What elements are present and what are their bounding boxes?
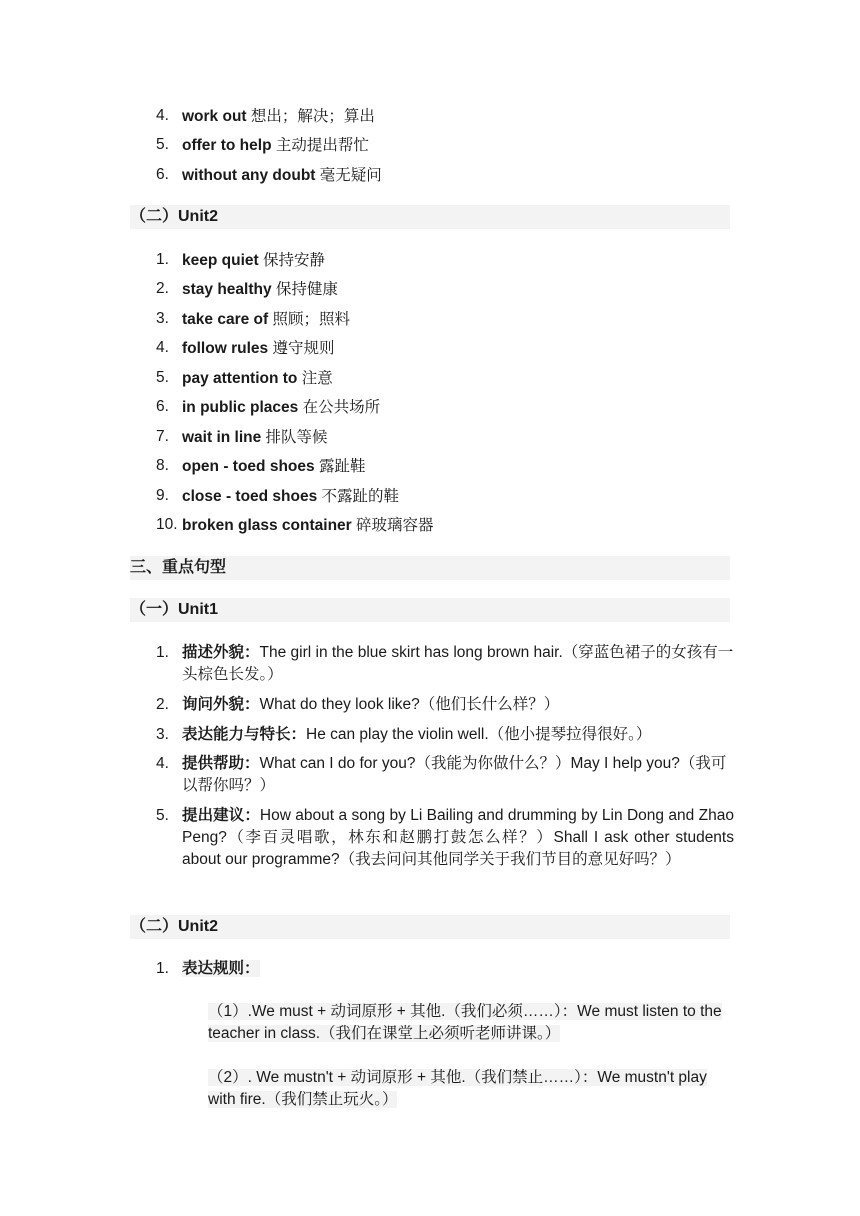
unit2-sentences-heading: （二）Unit2 (130, 918, 219, 935)
section-heading: 三、重点句型 (130, 559, 227, 576)
phrase-english: in public places (182, 399, 299, 416)
phrase-chinese: 露趾鞋 (318, 457, 366, 475)
sentence-text: The girl in the blue skirt has long brown hair.（穿蓝色裙子的女孩有一头棕色长发。） (182, 644, 734, 683)
phrase-english: take care of (182, 311, 269, 328)
phrase-chinese: 碎玻璃容器 (356, 516, 434, 534)
phrase-english: open - toed shoes (182, 458, 315, 475)
phrase-english: broken glass container (182, 517, 352, 534)
list-number: 8. (156, 457, 169, 474)
phrase-english: work out (182, 108, 247, 125)
sentence-label: 表达能力与特长： (182, 726, 307, 743)
sentence-label: 提出建议： (182, 807, 260, 824)
list-number: 1. (156, 251, 169, 268)
phrase-chinese: 注意 (301, 369, 333, 387)
list-number: 1. (156, 644, 169, 661)
rule-example (208, 1001, 734, 1045)
rule-text: （2）. We mustn't + 动词原形 + 其他.（我们禁止……）：We mustn't play with fire.（我们禁止玩火。） (208, 1069, 707, 1108)
phrase-english: keep quiet (182, 252, 259, 269)
list-number: 5. (156, 369, 169, 386)
phrase-english: close - toed shoes (182, 488, 318, 505)
phrase-chinese: 想出；解决；算出 (250, 107, 375, 125)
list-number: 3. (156, 726, 169, 743)
list-number: 10. (156, 516, 178, 533)
list-number: 3. (156, 310, 169, 327)
phrase-chinese: 毫无疑问 (319, 166, 382, 184)
sentence-label: 表达规则： (182, 960, 260, 977)
list-number: 6. (156, 398, 169, 415)
heading-highlight (130, 205, 730, 229)
phrase-english: wait in line (182, 429, 262, 446)
phrase-english: offer to help (182, 137, 272, 154)
sentence-label: 提供帮助： (182, 755, 260, 772)
phrase-chinese: 主动提出帮忙 (275, 136, 369, 154)
list-number: 1. (156, 960, 169, 977)
list-number: 9. (156, 487, 169, 504)
phrase-chinese: 保持健康 (275, 280, 338, 298)
phrase-chinese: 不露趾的鞋 (321, 487, 400, 505)
list-number: 2. (156, 280, 169, 297)
list-number: 4. (156, 107, 169, 124)
list-number: 6. (156, 166, 169, 183)
phrase-chinese: 在公共场所 (302, 398, 381, 416)
phrase-chinese: 排队等候 (265, 428, 328, 446)
rule-text: （1）.We must + 动词原形 + 其他.（我们必须……）：We must listen to the teacher in class.（我们在课堂上必须听老师讲课。） (208, 1003, 722, 1042)
list-number: 7. (156, 428, 169, 445)
phrase-chinese: 遵守规则 (272, 339, 335, 357)
list-number: 5. (156, 136, 169, 153)
rule-example (208, 1067, 734, 1111)
sentence-text: How about a song by Li Bailing and drumming by Lin Dong and Zhao Peng?（李百灵唱歌，林东和赵鹏打鼓怎么样？）Shall I ask other students about our programme?（我去问问其他同学关于我们节目的意见好吗？） (182, 807, 734, 868)
phrase-english: pay attention to (182, 370, 298, 387)
list-number: 4. (156, 339, 169, 356)
phrase-english: without any doubt (182, 167, 316, 184)
sentence-label: 询问外貌： (182, 696, 260, 713)
list-number: 5. (156, 807, 169, 824)
sentence-text: What do they look like?（他们长什么样？） (259, 696, 560, 713)
phrase-chinese: 照顾；照料 (272, 310, 350, 328)
phrase-english: follow rules (182, 340, 269, 357)
phrase-english: stay healthy (182, 281, 272, 298)
list-number: 2. (156, 696, 169, 713)
sentence-label: 描述外貌： (182, 644, 260, 661)
unit1-sentences-heading: （一）Unit1 (130, 601, 219, 618)
heading-highlight (130, 598, 730, 622)
sentence-text: He can play the violin well.（他小提琴拉得很好。） (306, 726, 652, 743)
heading-highlight (130, 915, 730, 939)
sentence-text: What can I do for you?（我能为你做什么？）May I help you?（我可以帮你吗？） (182, 755, 727, 794)
phrase-chinese: 保持安静 (262, 251, 325, 269)
unit2-phrases-heading: （二）Unit2 (130, 208, 219, 225)
list-number: 4. (156, 755, 169, 772)
